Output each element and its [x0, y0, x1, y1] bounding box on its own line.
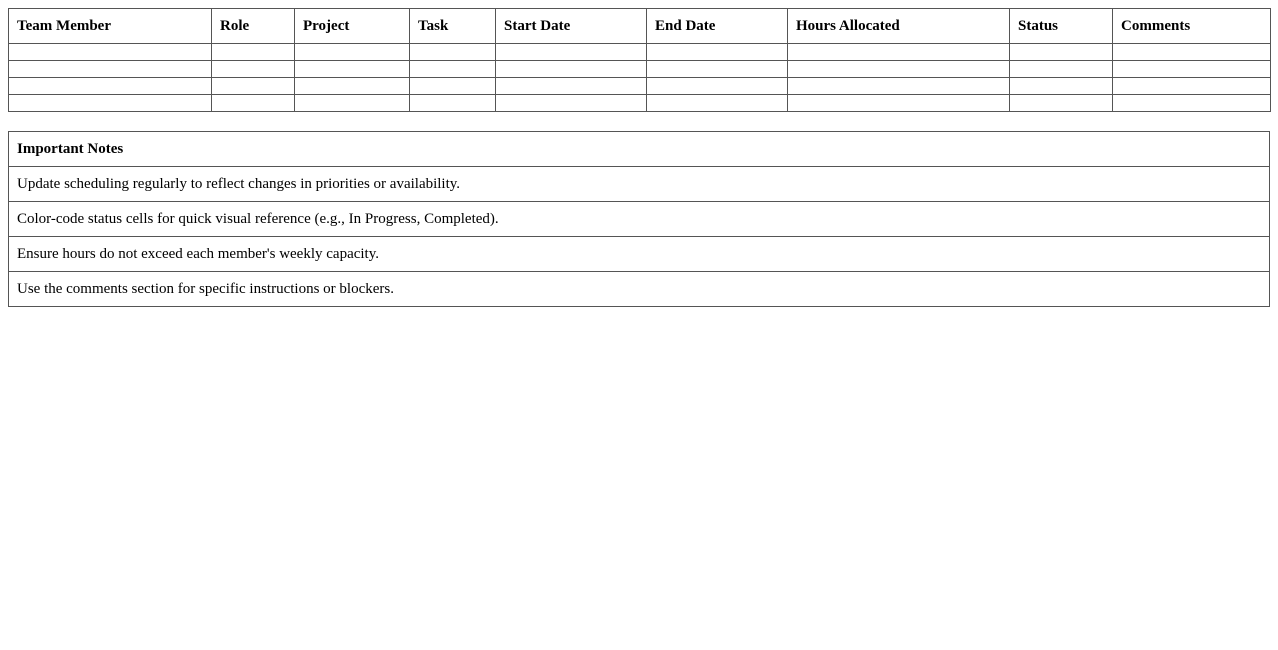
cell-role[interactable] [212, 44, 295, 61]
column-header-comments: Comments [1113, 9, 1271, 44]
cell-hours-allocated[interactable] [788, 44, 1010, 61]
list-item [9, 167, 1270, 202]
cell-task[interactable] [410, 78, 496, 95]
column-header-project: Project [295, 9, 410, 44]
cell-start-date[interactable] [496, 78, 647, 95]
cell-team-member[interactable] [9, 95, 212, 112]
cell-end-date[interactable] [647, 61, 788, 78]
cell-comments[interactable] [1113, 95, 1271, 112]
column-header-start-date: Start Date [496, 9, 647, 44]
cell-end-date[interactable] [647, 78, 788, 95]
cell-start-date[interactable] [496, 61, 647, 78]
list-item [9, 202, 1270, 237]
cell-comments[interactable] [1113, 44, 1271, 61]
cell-start-date[interactable] [496, 44, 647, 61]
table-row [9, 95, 1271, 112]
cell-comments[interactable] [1113, 78, 1271, 95]
notes-header-row [9, 132, 1270, 167]
cell-hours-allocated[interactable] [788, 78, 1010, 95]
column-header-hours-allocated: Hours Allocated [788, 9, 1010, 44]
note-item: Color-code status cells for quick visual reference (e.g., In Progress, Completed). [9, 202, 1270, 237]
column-header-status: Status [1010, 9, 1113, 44]
list-item [9, 237, 1270, 272]
table-row [9, 61, 1271, 78]
cell-task[interactable] [410, 95, 496, 112]
cell-project[interactable] [295, 44, 410, 61]
note-item: Update scheduling regularly to reflect changes in priorities or availability. [9, 167, 1270, 202]
cell-hours-allocated[interactable] [788, 61, 1010, 78]
schedule-table [8, 8, 1271, 112]
cell-team-member[interactable] [9, 61, 212, 78]
cell-project[interactable] [295, 78, 410, 95]
column-header-team-member: Team Member [9, 9, 212, 44]
list-item [9, 272, 1270, 307]
note-item: Ensure hours do not exceed each member's weekly capacity. [9, 237, 1270, 272]
cell-team-member[interactable] [9, 44, 212, 61]
cell-role[interactable] [212, 95, 295, 112]
important-notes-table [8, 131, 1270, 307]
cell-status[interactable] [1010, 44, 1113, 61]
notes-title: Important Notes [9, 132, 1270, 167]
cell-status[interactable] [1010, 61, 1113, 78]
cell-task[interactable] [410, 44, 496, 61]
cell-task[interactable] [410, 61, 496, 78]
cell-project[interactable] [295, 61, 410, 78]
cell-end-date[interactable] [647, 95, 788, 112]
table-row [9, 44, 1271, 61]
cell-start-date[interactable] [496, 95, 647, 112]
cell-role[interactable] [212, 61, 295, 78]
column-header-task: Task [410, 9, 496, 44]
schedule-header-row [9, 9, 1271, 44]
note-item: Use the comments section for specific instructions or blockers. [9, 272, 1270, 307]
column-header-end-date: End Date [647, 9, 788, 44]
cell-comments[interactable] [1113, 61, 1271, 78]
cell-status[interactable] [1010, 78, 1113, 95]
cell-role[interactable] [212, 78, 295, 95]
cell-project[interactable] [295, 95, 410, 112]
cell-status[interactable] [1010, 95, 1113, 112]
document [8, 8, 1270, 307]
table-row [9, 78, 1271, 95]
column-header-role: Role [212, 9, 295, 44]
cell-team-member[interactable] [9, 78, 212, 95]
cell-end-date[interactable] [647, 44, 788, 61]
cell-hours-allocated[interactable] [788, 95, 1010, 112]
